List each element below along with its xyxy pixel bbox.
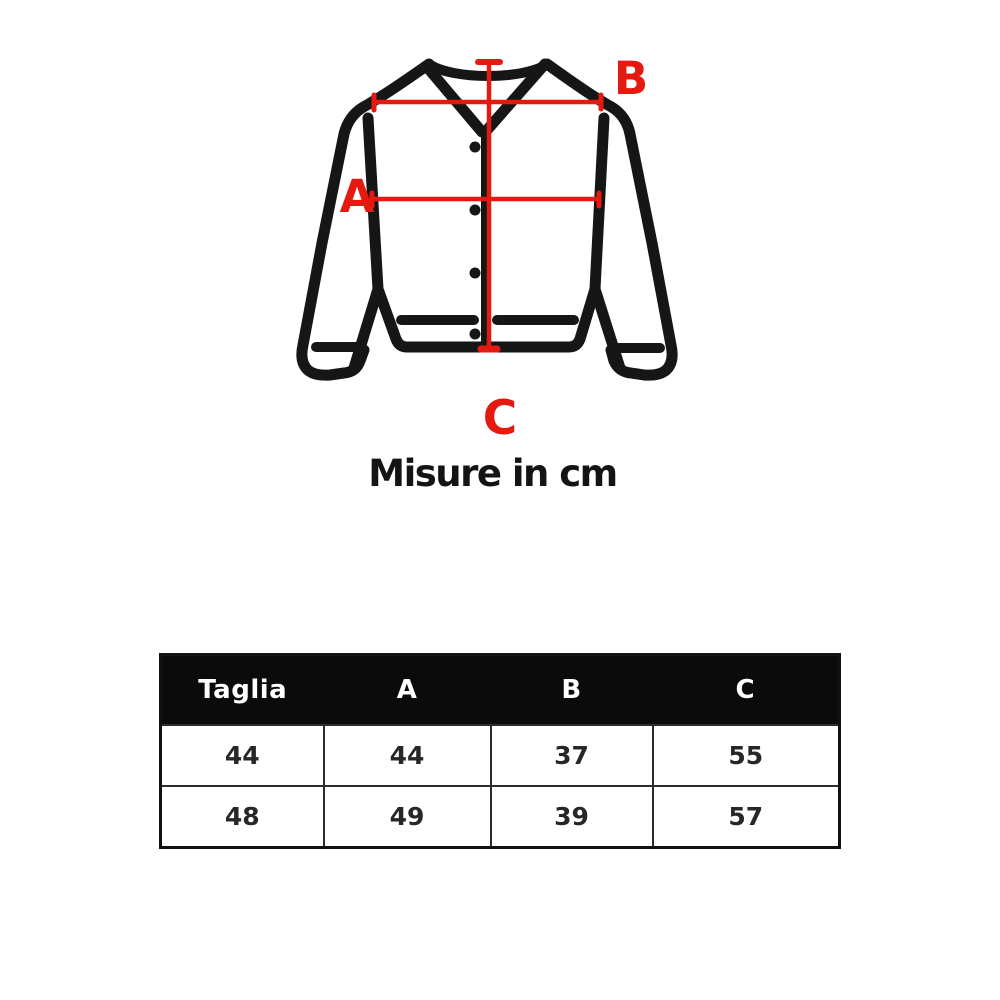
size-cell-a: 44 [324,725,491,786]
jacket-button [470,268,481,279]
jacket-button [470,205,481,216]
size-table-row [161,725,840,786]
size-cell-taglia: 44 [161,725,324,786]
size-table-row [161,786,840,848]
size-cell-c: 57 [653,786,840,848]
units-caption: Misure in cm [368,452,617,495]
jacket-left-armhole-seam [354,118,378,368]
size-table-header [161,655,840,726]
jacket-button [470,142,481,153]
size-cell-a: 49 [324,786,491,848]
jacket-buttons [470,142,481,340]
size-cell-b: 39 [491,786,653,848]
size-cell-taglia: 48 [161,786,324,848]
size-table-header-c: C [653,655,840,726]
size-table-header-b: B [491,655,653,726]
jacket-right-armhole-seam [595,118,620,368]
measurement-label-a: A [339,170,375,223]
jacket-button [470,329,481,340]
size-table-header-taglia: Taglia [161,655,324,726]
measurement-label-b: B [613,52,649,105]
size-table-header-row [161,655,840,726]
size-table-header-a: A [324,655,491,726]
size-table [159,653,841,849]
size-cell-b: 37 [491,725,653,786]
size-table-body [161,725,840,848]
size-cell-c: 55 [653,725,840,786]
measurement-label-c: C [482,391,518,446]
